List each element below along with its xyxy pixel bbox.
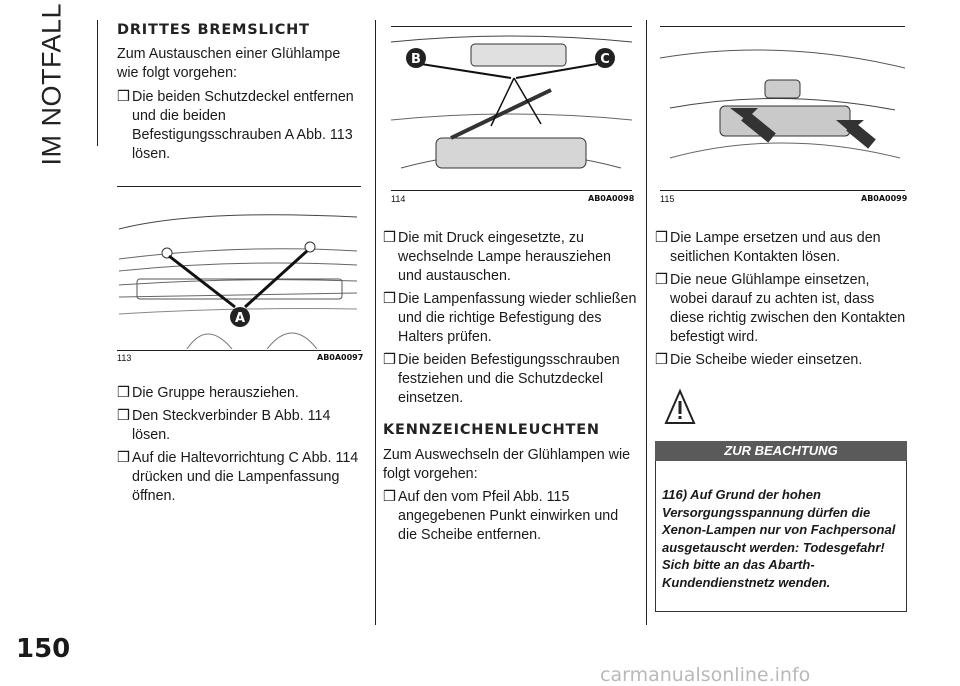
figure-114-number: 114 bbox=[391, 194, 406, 204]
figure-114-label-b: B bbox=[411, 52, 421, 67]
checkbox-bullet-icon: ❒ bbox=[655, 272, 668, 288]
column-divider-2 bbox=[646, 20, 647, 625]
figure-113-label-a: A bbox=[234, 311, 246, 326]
figure-115-number: 115 bbox=[660, 194, 675, 204]
figure-114-top-rule bbox=[391, 26, 632, 27]
checkbox-bullet-icon: ❒ bbox=[117, 385, 130, 401]
list-item: ❒ Auf die Haltevorrichtung C Abb. 114 drücken und die Lampenfassung öffnen. bbox=[117, 450, 359, 504]
checkbox-bullet-icon: ❒ bbox=[117, 408, 130, 424]
checkbox-bullet-icon: ❒ bbox=[383, 352, 396, 368]
checkbox-bullet-icon: ❒ bbox=[383, 291, 396, 307]
column-2-text bbox=[383, 229, 638, 549]
checkbox-bullet-icon: ❒ bbox=[383, 230, 396, 246]
list-item: ❒ Die mit Druck eingesetzte, zu wechselnde Lampe herausziehen und austauschen. bbox=[383, 230, 612, 284]
column-3-steps bbox=[655, 229, 910, 374]
list-item: ❒ Die beiden Befestigungsschrauben festziehen und die Schutzdeckel einsetzen. bbox=[383, 352, 620, 406]
list-item: ❒ Die Scheibe wieder einsetzen. bbox=[655, 352, 863, 368]
section-title: IM NOTFALL bbox=[36, 2, 67, 166]
warning-title: ZUR BEACHTUNG bbox=[655, 441, 907, 461]
figure-113-code: AB0A0097 bbox=[317, 353, 364, 362]
figure-114-code: AB0A0098 bbox=[588, 194, 635, 203]
page-number: 150 bbox=[16, 634, 71, 664]
figure-114-label-c: C bbox=[600, 52, 610, 67]
figure-113-top-rule bbox=[117, 186, 361, 187]
heading-third-brake-light: DRITTES BREMSLICHT bbox=[117, 22, 310, 38]
heading-license-plate-lights: KENNZEICHENLEUCHTEN bbox=[383, 422, 600, 438]
watermark: carmanualsonline.info bbox=[600, 664, 811, 686]
list-item: ❒ Die beiden Schutzdeckel entfernen und die beiden Befestigungsschrauben A Abb. 113 lösen. bbox=[117, 89, 354, 162]
figure-114-illustration bbox=[391, 28, 632, 190]
intro-text-2: Zum Auswechseln der Glühlampen wie folgt vorgehen: bbox=[383, 447, 631, 482]
figure-113-bottom-rule bbox=[117, 350, 361, 351]
figure-114-bottom-rule bbox=[391, 190, 632, 191]
warning-text: 116) Auf Grund der hohen Versorgungsspannung dürfen die Xenon-Lampen nur von Fachpersonal ausgetauscht werden: Todesgefahr! Sich bitte an das Abarth-Kundendienstnetz wenden. bbox=[662, 487, 896, 590]
figure-113-number: 113 bbox=[117, 353, 132, 363]
column-1-steps-bottom bbox=[117, 384, 362, 510]
figure-115-code: AB0A0099 bbox=[861, 194, 908, 203]
list-item: ❒ Die Lampe ersetzen und aus den seitlichen Kontakten lösen. bbox=[655, 230, 881, 265]
section-divider bbox=[97, 20, 98, 146]
checkbox-bullet-icon: ❒ bbox=[655, 352, 668, 368]
list-item: ❒ Den Steckverbinder B Abb. 114 lösen. bbox=[117, 408, 331, 443]
list-item: ❒ Die Lampenfassung wieder schließen und die richtige Befestigung des Halters prüfen. bbox=[383, 291, 637, 345]
column-divider-1 bbox=[375, 20, 376, 625]
figure-115-illustration bbox=[660, 28, 905, 190]
checkbox-bullet-icon: ❒ bbox=[117, 89, 130, 105]
checkbox-bullet-icon: ❒ bbox=[117, 450, 130, 466]
figure-115-bottom-rule bbox=[660, 190, 905, 191]
column-1-text-top bbox=[117, 22, 362, 168]
figure-115-top-rule bbox=[660, 26, 905, 27]
warning-icon bbox=[660, 385, 700, 429]
checkbox-bullet-icon: ❒ bbox=[655, 230, 668, 246]
list-item: ❒ Die neue Glühlampe einsetzen, wobei darauf zu achten ist, dass diese richtig zwischen den Kontakten befestigt wird. bbox=[655, 272, 906, 345]
intro-text: Zum Austauschen einer Glühlampe wie folgt vorgehen: bbox=[117, 46, 341, 81]
figure-113-illustration bbox=[117, 189, 361, 349]
list-item: ❒ Auf den vom Pfeil Abb. 115 angegebenen Punkt einwirken und die Scheibe entfernen. bbox=[383, 489, 619, 543]
checkbox-bullet-icon: ❒ bbox=[383, 489, 396, 505]
list-item: ❒ Die Gruppe herausziehen. bbox=[117, 385, 299, 401]
